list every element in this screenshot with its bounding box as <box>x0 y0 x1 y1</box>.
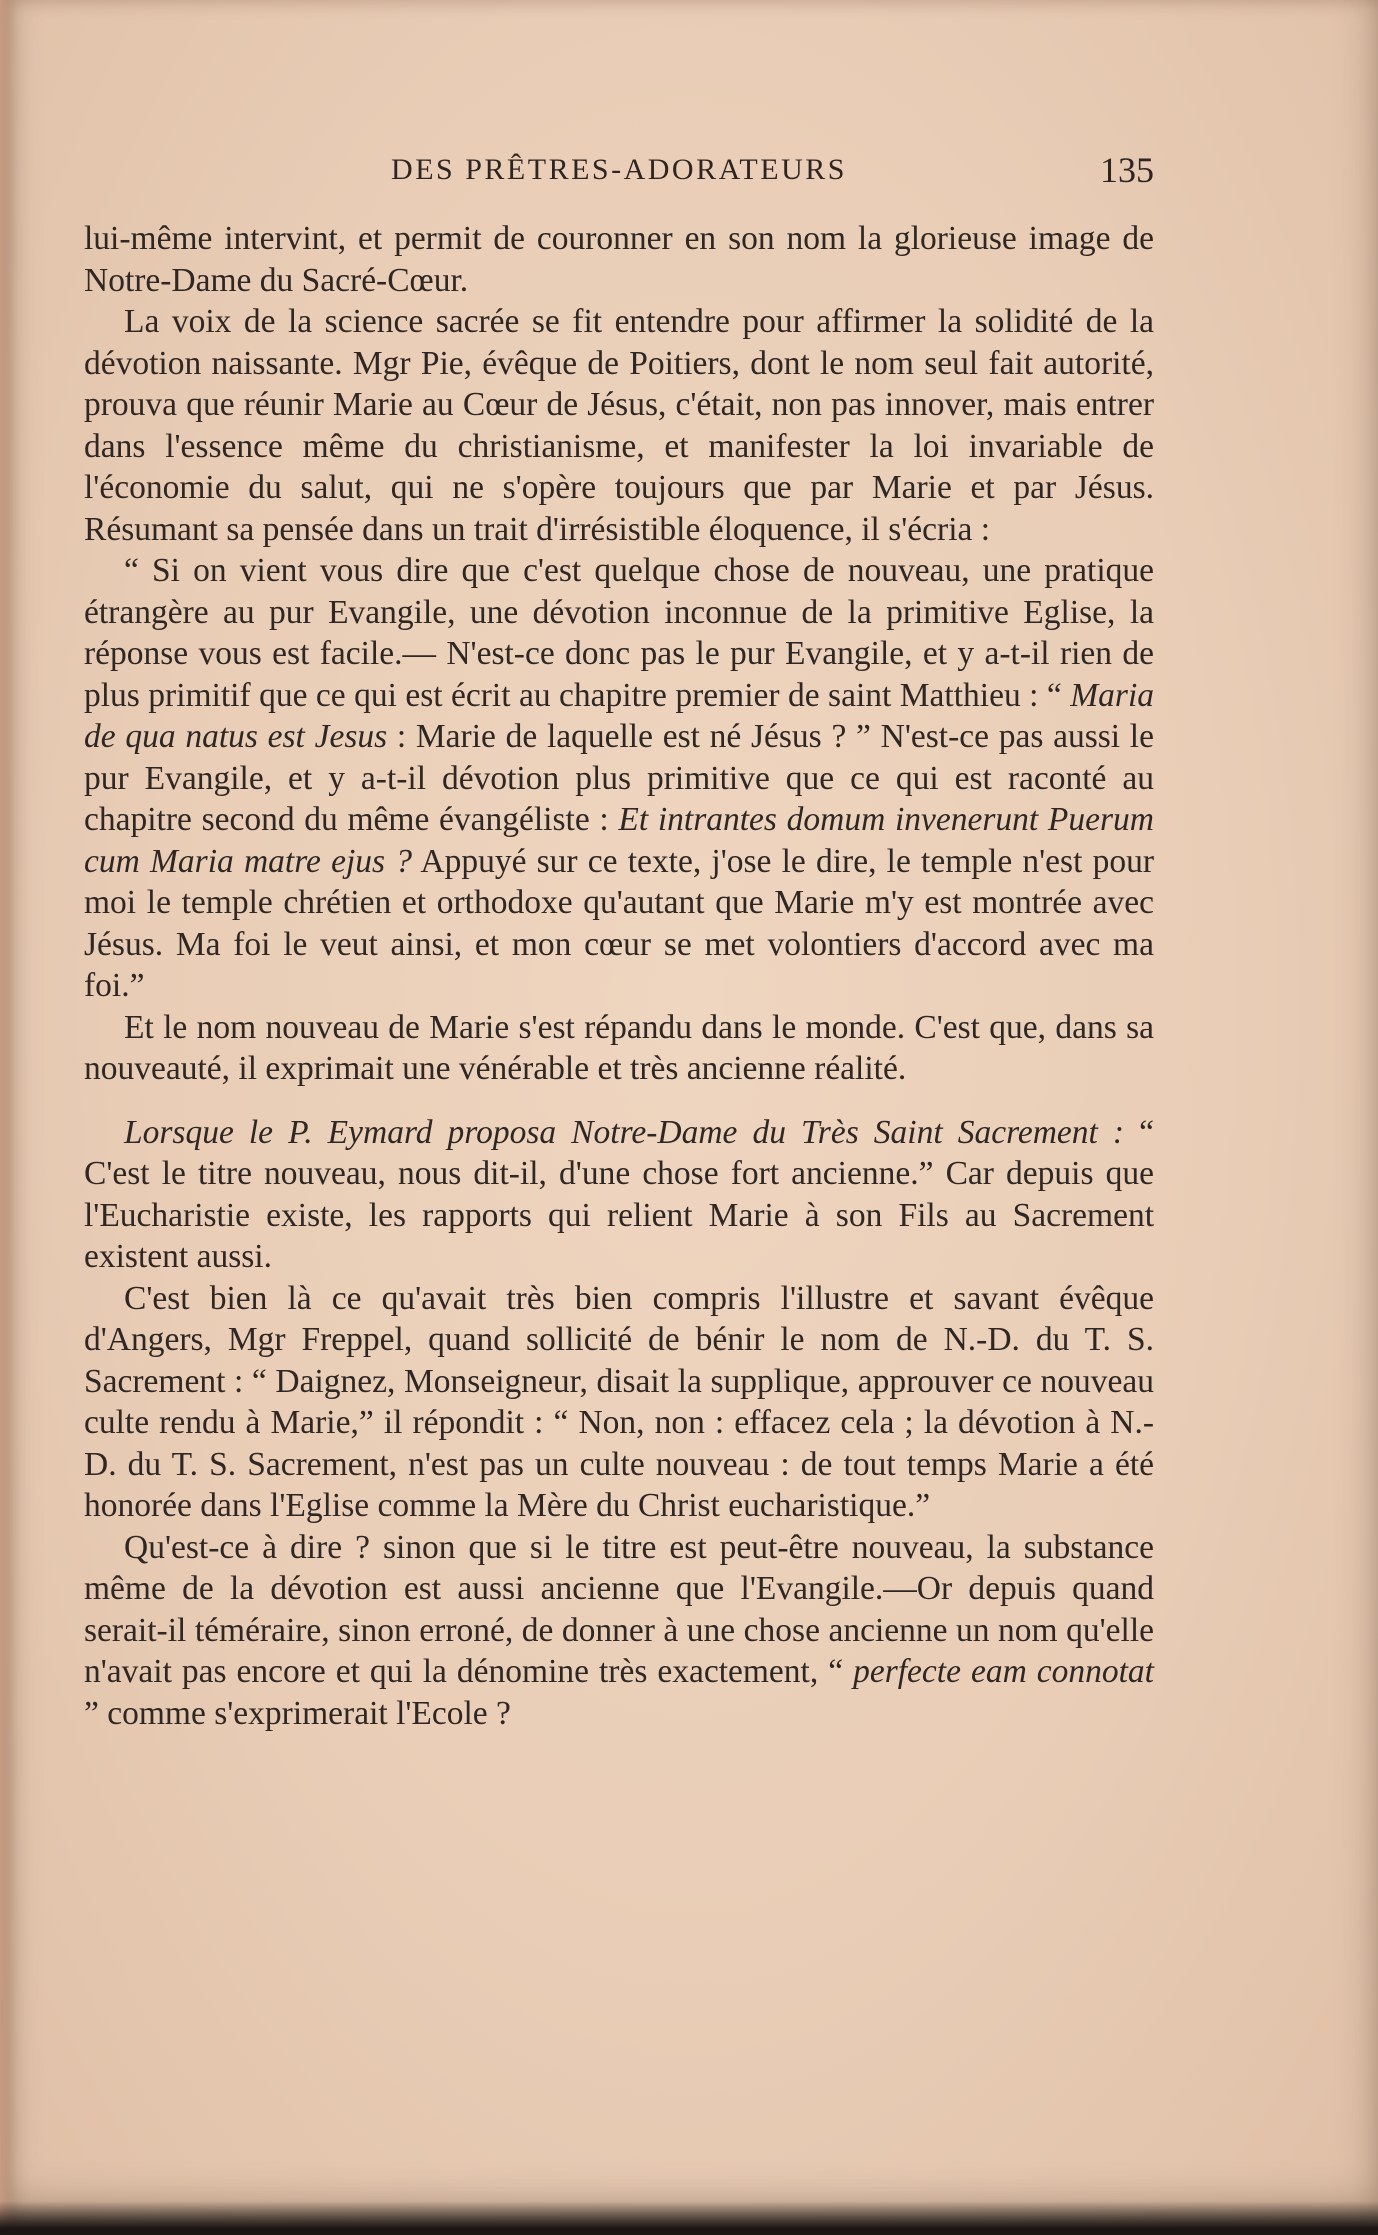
text-run: Appuyé sur ce texte, j'ose le dire, le temple n'est pour moi le temple chrétien et orthodoxe qu'autant que Marie m'y est montrée avec Jésus. Ma foi le veut ainsi, et mon cœur se met volontiers d'accord avec ma foi.” <box>84 842 1155 1004</box>
running-header <box>84 148 1154 192</box>
text-run: “ C'est le titre nouveau, nous dit-il, d'une chose fort ancienne.” Car depuis que l'Eucharistie existe, les rapports qui relient Marie à son Fils au Sacrement existent aussi. <box>84 1113 1154 1275</box>
paragraph <box>84 1007 1154 1090</box>
italic-text: Lorsque le P. Eymard proposa Notre-Dame du Très Saint Sacrement : <box>124 1113 1125 1151</box>
paragraph <box>84 1278 1154 1527</box>
text-run: : Marie de laquelle est né Jésus ? ” N'est-ce pas aussi le pur Evangile, et y a-t-il dévotion plus primitive que ce qui est raconté au chapitre second du même évangéliste : <box>84 718 1154 838</box>
running-title: DES PRÊTRES-ADORATEURS <box>391 153 847 186</box>
italic-text: Maria de qua natus est Jesus <box>84 676 1154 755</box>
body-text <box>84 218 1154 1734</box>
paragraph <box>84 1527 1154 1735</box>
italic-text: Et intrantes domum invenerunt Puerum cum Maria matre ejus ? <box>84 801 1154 880</box>
paragraph <box>84 550 1154 1007</box>
italic-text: perfecte eam connotat <box>853 1653 1154 1690</box>
text-run: La voix de la science sacrée se fit entendre pour affirmer la solidité de la dévotion naissante. Mgr Pie, évêque de Poitiers, dont le nom seul fait autorité, prouva que réunir Marie au Cœur de Jésus, c'était, non pas innover, mais entrer dans l'essence même du christianisme, et manifester la loi invariable de l'économie du salut, qui ne s'opère toujours que par Marie et par Jésus. Résumant sa pensée dans un trait d'irrésistible éloquence, il s'écria : <box>84 303 1154 548</box>
page-bottom-shadow <box>0 2201 1378 2235</box>
paragraph <box>84 218 1154 301</box>
text-run: lui-même intervint, et permit de couronner en son nom la glorieuse image de Notre-Dame du Sacré-Cœur. <box>84 220 1154 299</box>
text-run: Et le nom nouveau de Marie s'est répandu dans le monde. C'est que, dans sa nouveauté, il exprimait une vénérable et très ancienne réalité. <box>84 1008 1154 1087</box>
text-run: “ Si on vient vous dire que c'est quelque chose de nouveau, une pratique étrangère au pur Evangile, une dévotion inconnue de la primitive Eglise, la réponse vous est facile.— N'est-ce donc pas le pur Evangile, et y a-t-il rien de plus primitif que ce qui est écrit au chapitre premier de saint Matthieu : “ <box>84 552 1154 714</box>
page-number: 135 <box>1100 150 1154 190</box>
text-run: Qu'est-ce à dire ? sinon que si le titre est peut-être nouveau, la substance même de la dévotion est aussi ancienne que l'Evangile.—Or depuis quand serait-il téméraire, sinon erroné, de donner à une chose ancienne un nom qu'elle n'avait pas encore et qui la dénomine très exactement, “ <box>84 1528 1154 1690</box>
page-gutter-shadow <box>0 0 14 2235</box>
paragraph <box>84 1112 1154 1278</box>
text-run: C'est bien là ce qu'avait très bien compris l'illustre et savant évêque d'Angers, Mgr Freppel, quand sollicité de bénir le nom de N.-D. du T. S. Sacrement : “ Daignez, Monseigneur, disait la supplique, approuver ce nouveau culte rendu à Marie,” il répondit : “ Non, non : effacez cela ; la dévotion à N.-D. du T. S. Sacrement, n'est pas un culte nouveau : de tout temps Marie a été honorée dans l'Eglise comme la Mère du Christ eucharistique.” <box>84 1279 1154 1524</box>
text-run: ” comme s'exprimerait l'Ecole ? <box>84 1694 511 1732</box>
paragraph <box>84 301 1154 550</box>
